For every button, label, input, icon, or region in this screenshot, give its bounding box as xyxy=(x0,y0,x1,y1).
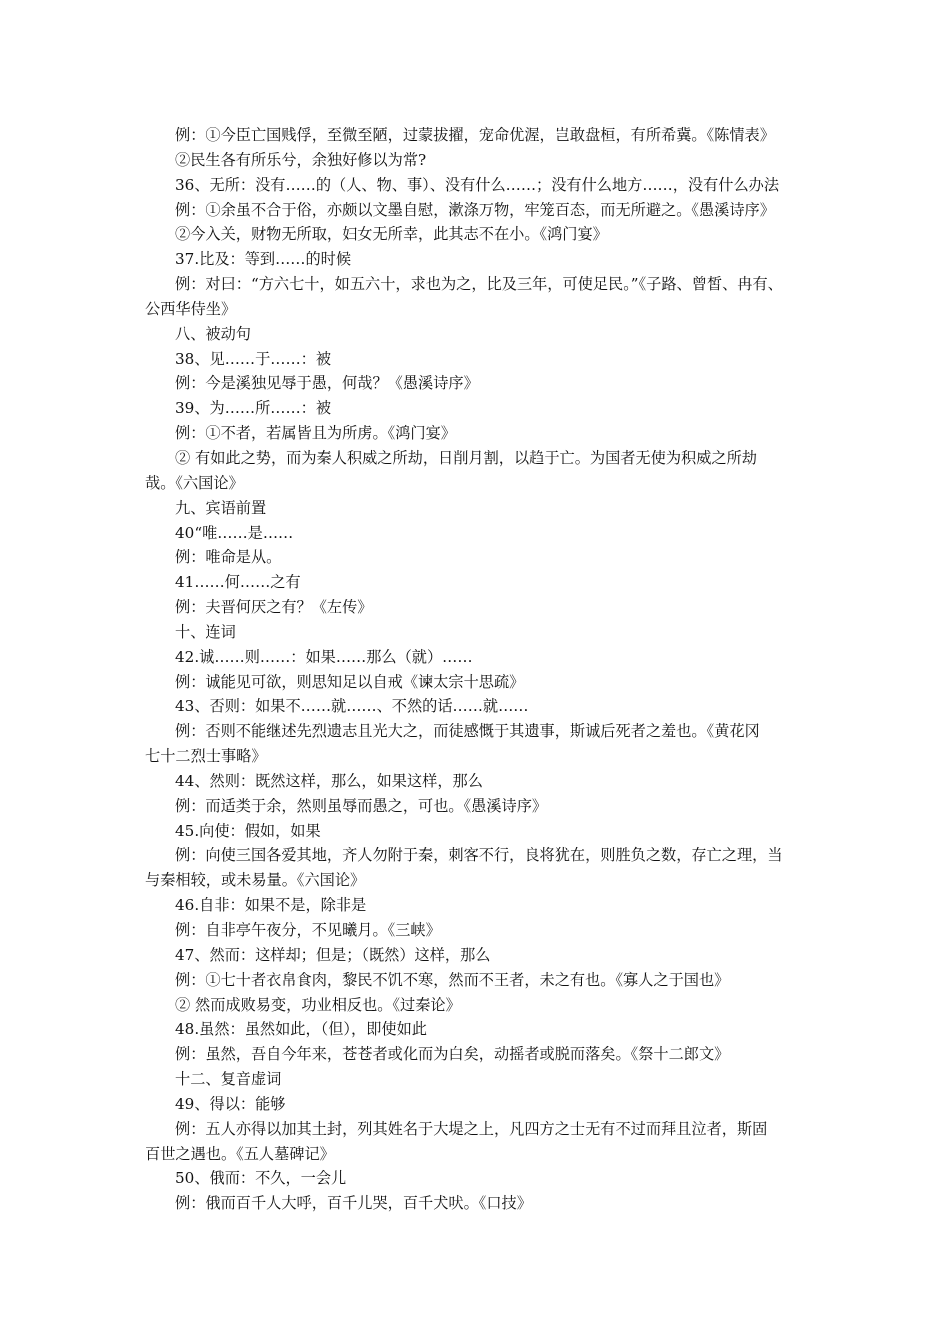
text-line: 42.诚……则……：如果……那么（就）…… xyxy=(175,647,473,666)
text-line: 十二、复音虚词 xyxy=(175,1070,282,1089)
text-line: 例：对曰：“方六七十，如五六十，求也为之，比及三年，可使足民。”《子路、曾皙、冉有、 xyxy=(175,275,783,294)
text-line: 例：①不者，若属皆且为所虏。《鸿门宴》 xyxy=(175,424,456,443)
text-line: ②民生各有所乐兮，余独好修以为常? xyxy=(175,150,427,169)
text-line: 46.自非：如果不是，除非是 xyxy=(175,896,367,915)
text-line: ② 有如此之势，而为秦人积威之所劫，日削月割，以趋于亡。为国者无使为积威之所劫 xyxy=(175,448,757,467)
text-line: 44、然则：既然这样，那么，如果这样，那么 xyxy=(175,771,483,790)
text-line: 百世之遇也。《五人墓碑记》 xyxy=(145,1144,335,1163)
text-line: 例：诚能见可欲，则思知足以自戒《谏太宗十思疏》 xyxy=(175,672,525,691)
text-line: 例：五人亦得以加其土封，列其姓名于大堤之上，凡四方之士无有不过而拜且泣者，斯固 xyxy=(175,1119,768,1138)
text-line: 38、见……于……：被 xyxy=(175,349,332,368)
text-line: 48.虽然：虽然如此，（但），即使如此 xyxy=(175,1020,427,1039)
text-line: 例：而适类于余，然则虽辱而愚之，可也。《愚溪诗序》 xyxy=(175,796,548,815)
text-line: 43、否则：如果不……就……、不然的话……就…… xyxy=(175,697,529,716)
text-line: 例：①余虽不合于俗，亦颇以文墨自慰，漱涤万物，牢笼百态，而无所避之。《愚溪诗序》 xyxy=(175,200,775,219)
text-line: 37.比及：等到……的时候 xyxy=(175,250,352,269)
text-line: ②今入关，财物无所取，妇女无所幸，此其志不在小。《鸿门宴》 xyxy=(175,225,608,244)
text-line: 公西华侍坐》 xyxy=(145,299,237,318)
text-line: 39、为……所……：被 xyxy=(175,399,332,418)
text-line: 哉。《六国论》 xyxy=(145,473,244,492)
text-line: 例：否则不能继述先烈遗志且光大之，而徒感慨于其遗事，斯诚后死者之羞也。《黄花冈 xyxy=(175,722,760,741)
text-line: 八、被动句 xyxy=(175,324,251,343)
text-line: 47、然而：这样却；但是；（既然）这样，那么 xyxy=(175,945,491,964)
text-line: 例：①七十者衣帛食肉，黎民不饥不寒，然而不王者，未之有也。《寡人之于国也》 xyxy=(175,970,730,989)
text-line: 例：唯命是从。 xyxy=(175,548,282,567)
text-line: 七十二烈士事略》 xyxy=(145,747,267,766)
text-line: 例：虽然，吾自今年来，苍苍者或化而为白矣，动摇者或脱而落矣。《祭十二郎文》 xyxy=(175,1045,730,1064)
text-line: 41……何……之有 xyxy=(175,573,301,592)
text-line: 40“唯……是…… xyxy=(175,523,294,542)
text-line: 例：夫晋何厌之有？《左传》 xyxy=(175,598,373,617)
text-line: 例：向使三国各爱其地，齐人勿附于秦，刺客不行，良将犹在，则胜负之数，存亡之理，当 xyxy=(175,846,783,865)
document-page xyxy=(145,123,815,1216)
text-line: 49、得以：能够 xyxy=(175,1094,286,1113)
text-line: 十、连词 xyxy=(175,622,236,641)
text-line: 九、宾语前置 xyxy=(175,498,267,517)
text-line: 与秦相较，或未易量。《六国论》 xyxy=(145,871,366,890)
text-line: 例：今是溪独见辱于愚，何哉？《愚溪诗序》 xyxy=(175,374,479,393)
text-line: ② 然而成败易变，功业相反也。《过秦论》 xyxy=(175,995,461,1014)
text-line: 50、俄而：不久，一会儿 xyxy=(175,1169,347,1188)
text-line: 36、无所：没有……的（人、物、事）、没有什么……；没有什么地方……，没有什么办法 xyxy=(175,175,780,194)
text-line: 例：俄而百千人大呼，百千儿哭，百千犬吠。《口技》 xyxy=(175,1194,532,1213)
text-line: 45.向使：假如，如果 xyxy=(175,821,321,840)
text-line: 例：①今臣亡国贱俘，至微至陋，过蒙拔擢，宠命优渥，岂敢盘桓，有所希冀。《陈情表》 xyxy=(175,126,775,144)
text-line: 例：自非亭午夜分，不见曦月。《三峡》 xyxy=(175,921,441,939)
